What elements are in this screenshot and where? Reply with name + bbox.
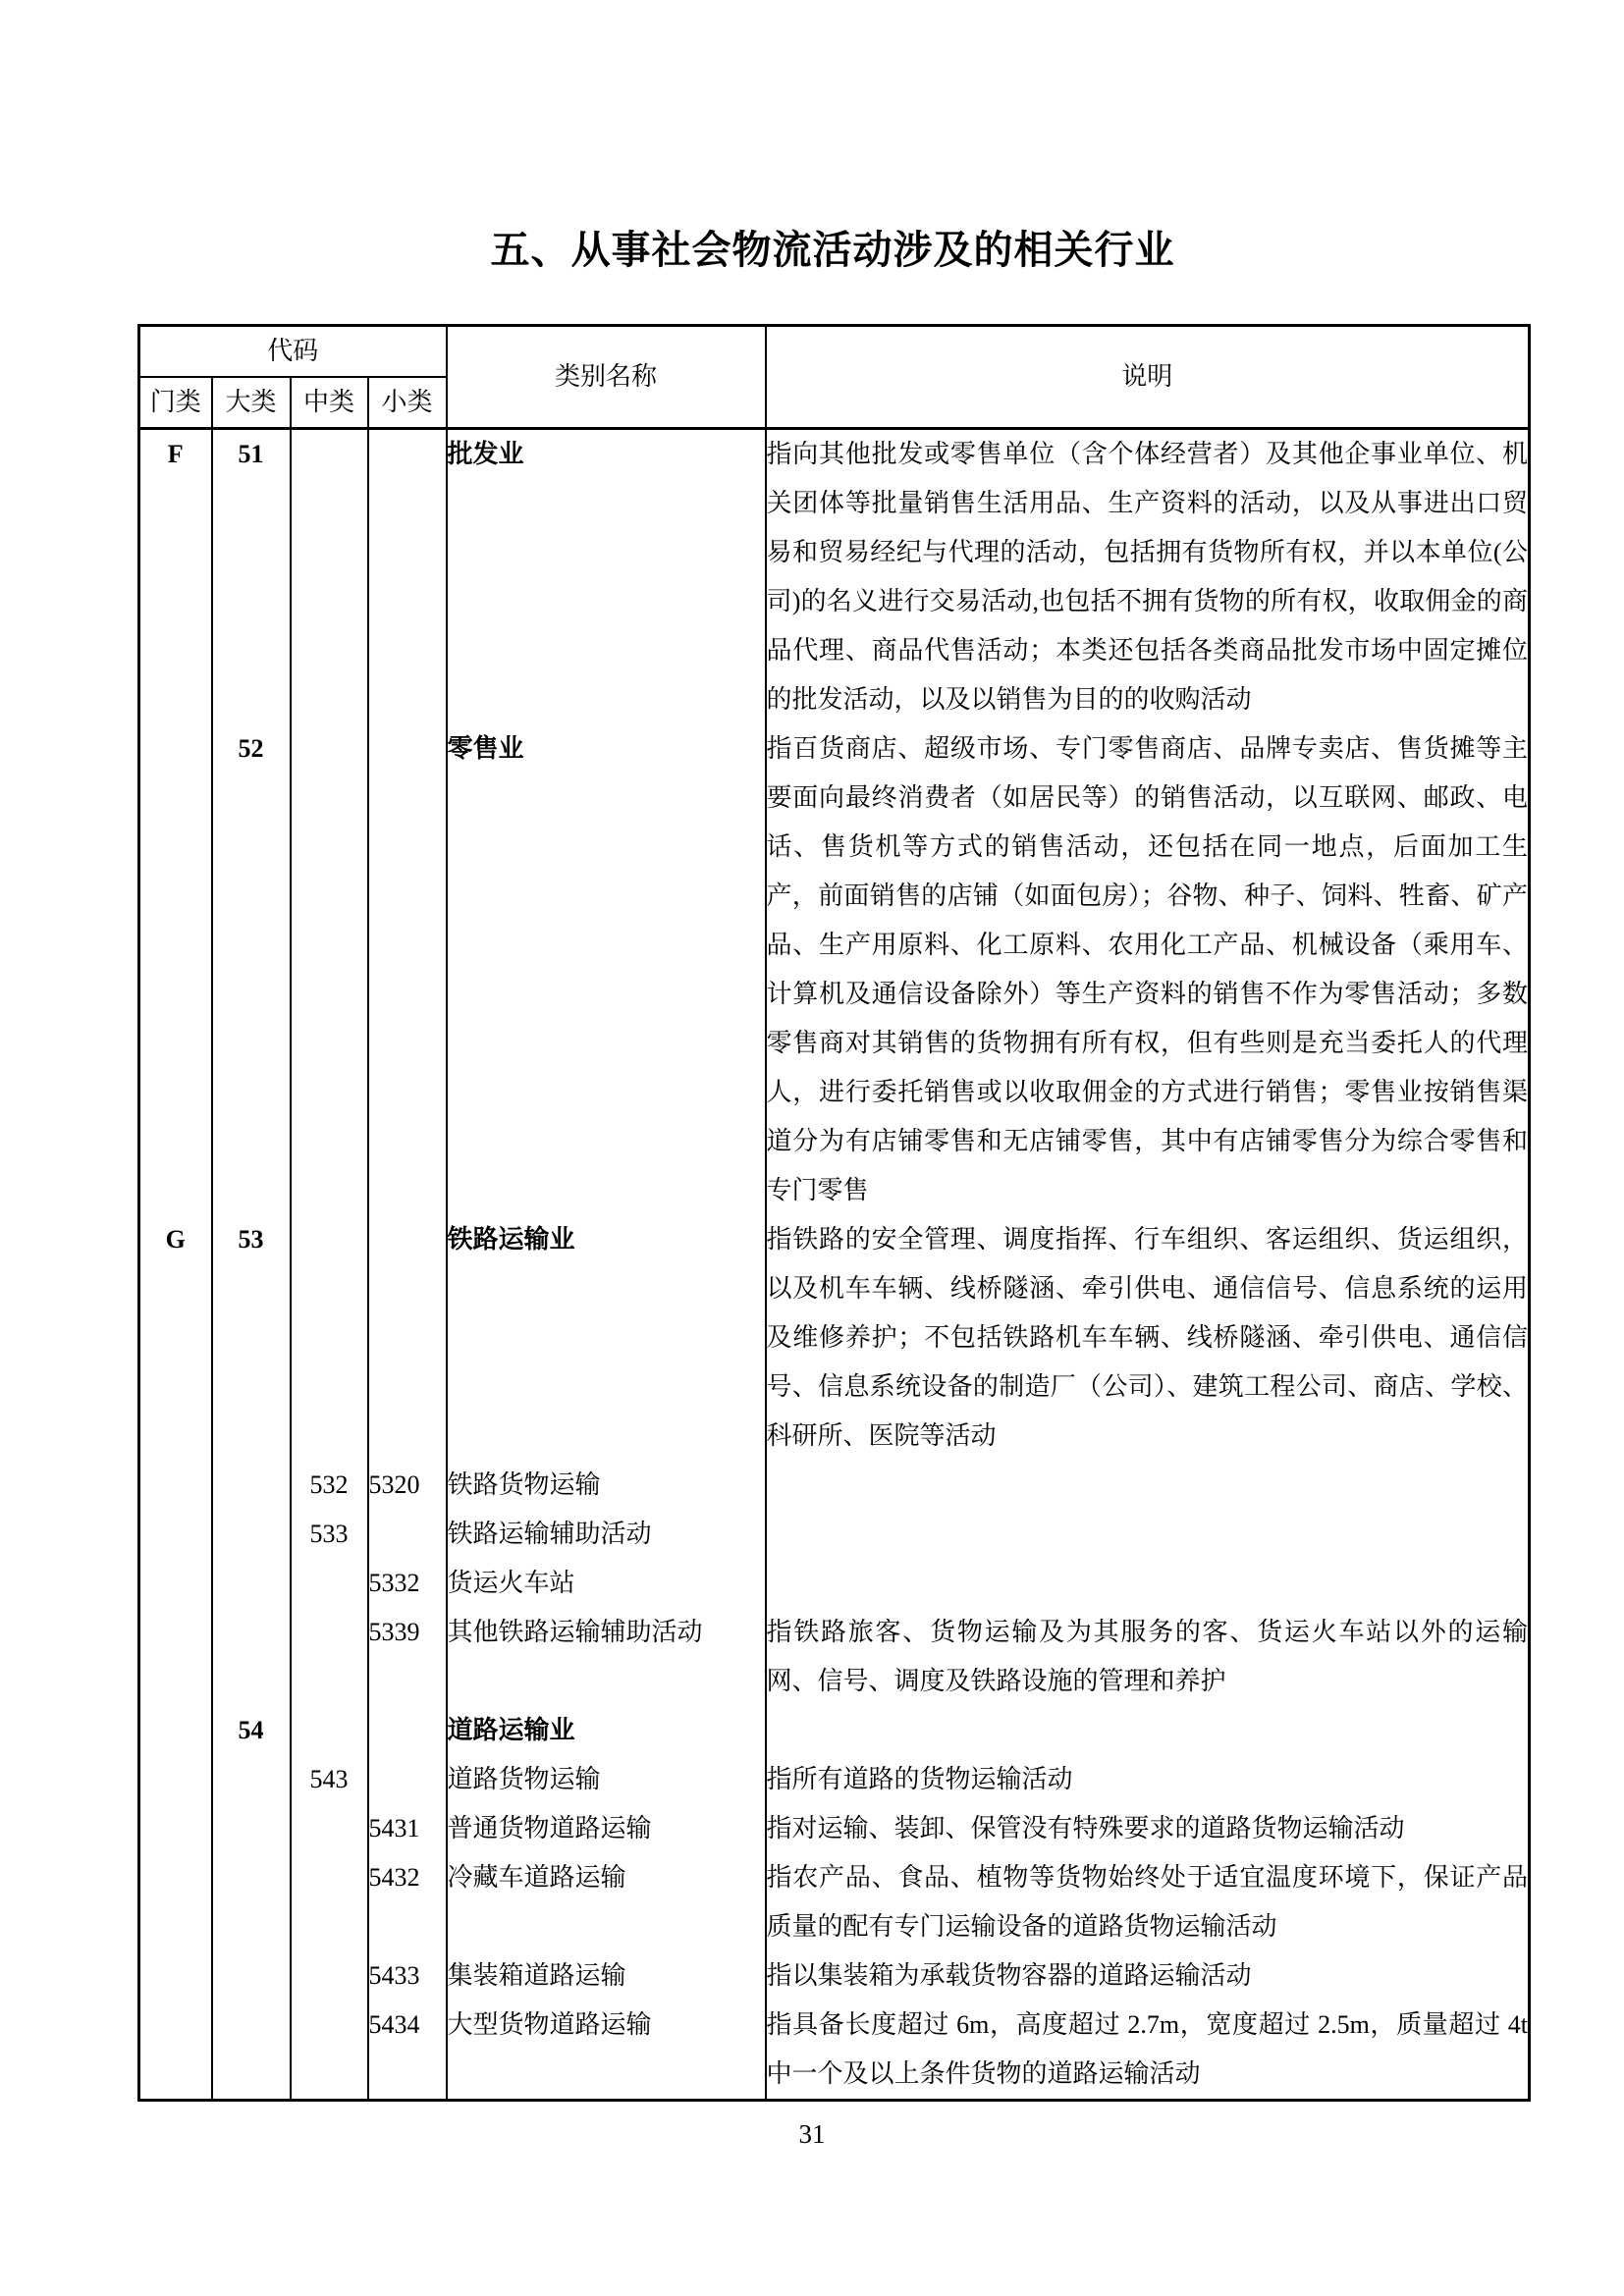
cell-description [766,1559,1530,1608]
cell-middle-code [291,1804,368,1853]
cell-section-code [139,1804,212,1853]
cell-category-name: 冷藏车道路运输 [447,1853,766,1951]
cell-category-name: 零售业 [447,724,766,1215]
cell-description: 指百货商店、超级市场、专门零售商店、品牌专卖店、售货摊等主要面向最终消费者（如居民等）的销售活动，以互联网、邮政、电话、售货机等方式的销售活动，还包括在同一地点，后面加工生产，前面销售的店铺（如面包房）；谷物、种子、饲料、牲畜、矿产品、生产用原料、化工原料、农用化工产品、机械设备（乘用车、计算机及通信设备除外）等生产资料的销售不作为零售活动；多数零售商对其销售的货物拥有所有权，但有些则是充当委托人的代理人，进行委托销售或以收取佣金的方式进行销售；零售业按销售渠道分为有店铺零售和无店铺零售，其中有店铺零售分为综合零售和专门零售 [766,724,1530,1215]
cell-section-code [139,1510,212,1559]
cell-major-code: 53 [212,1215,291,1461]
cell-section-code [139,1706,212,1755]
cell-description [766,1510,1530,1559]
page-title: 五、从事社会物流活动涉及的相关行业 [490,229,1175,272]
cell-description [766,1706,1530,1755]
table-row [139,429,1530,725]
table-row [139,1853,1530,1951]
cell-minor-code [368,724,447,1215]
cell-middle-code [291,2001,368,2101]
header-class-major: 大类 [212,377,291,429]
cell-category-name: 集装箱道路运输 [447,1951,766,2001]
cell-section-code [139,1608,212,1706]
cell-description: 指农产品、食品、植物等货物始终处于适宜温度环境下，保证产品质量的配有专门运输设备的道路货物运输活动 [766,1853,1530,1951]
header-description: 说明 [766,326,1530,429]
cell-minor-code [368,429,447,725]
cell-major-code [212,1559,291,1608]
cell-category-name: 铁路货物运输 [447,1461,766,1510]
header-class-middle: 中类 [291,377,368,429]
cell-middle-code [291,1706,368,1755]
header-class-minor: 小类 [368,377,447,429]
cell-description: 指具备长度超过 6m，高度超过 2.7m，宽度超过 2.5m，质量超过 4t 中一个及以上条件货物的道路运输活动 [766,2001,1530,2101]
cell-minor-code [368,1510,447,1559]
cell-category-name: 普通货物道路运输 [447,1804,766,1853]
table-row [139,1951,1530,2001]
cell-minor-code: 5339 [368,1608,447,1706]
cell-description: 指对运输、装卸、保管没有特殊要求的道路货物运输活动 [766,1804,1530,1853]
header-category-name: 类别名称 [447,326,766,429]
cell-category-name: 大型货物道路运输 [447,2001,766,2101]
cell-description [766,1461,1530,1510]
cell-minor-code: 5332 [368,1559,447,1608]
cell-section-code [139,1951,212,2001]
cell-major-code [212,2001,291,2101]
industry-classification-table [137,324,1531,2102]
cell-section-code: F [139,429,212,725]
cell-major-code [212,1853,291,1951]
cell-major-code [212,1461,291,1510]
cell-minor-code: 5433 [368,1951,447,2001]
cell-minor-code: 5431 [368,1804,447,1853]
cell-section-code [139,1853,212,1951]
table-row [139,1461,1530,1510]
cell-major-code: 51 [212,429,291,725]
cell-middle-code [291,1853,368,1951]
cell-category-name: 铁路运输辅助活动 [447,1510,766,1559]
cell-middle-code [291,429,368,725]
cell-section-code [139,1559,212,1608]
cell-major-code: 54 [212,1706,291,1755]
cell-description: 指所有道路的货物运输活动 [766,1755,1530,1804]
table-row [139,2001,1530,2101]
table-row [139,1804,1530,1853]
cell-description: 指以集装箱为承载货物容器的道路运输活动 [766,1951,1530,2001]
cell-section-code [139,1755,212,1804]
cell-category-name: 道路货物运输 [447,1755,766,1804]
table-row [139,1215,1530,1461]
cell-major-code: 52 [212,724,291,1215]
table-row [139,1510,1530,1559]
cell-minor-code [368,1215,447,1461]
table-header [139,326,1530,429]
cell-middle-code: 532 [291,1461,368,1510]
cell-middle-code [291,1951,368,2001]
cell-category-name: 批发业 [447,429,766,725]
cell-middle-code [291,724,368,1215]
table-row [139,1706,1530,1755]
cell-category-name: 道路运输业 [447,1706,766,1755]
cell-major-code [212,1608,291,1706]
table-body [139,429,1530,2101]
cell-major-code [212,1951,291,2001]
cell-middle-code [291,1559,368,1608]
cell-category-name: 铁路运输业 [447,1215,766,1461]
cell-section-code [139,1461,212,1510]
cell-middle-code: 533 [291,1510,368,1559]
header-code-group: 代码 [139,326,447,378]
cell-minor-code [368,1755,447,1804]
table-row [139,1608,1530,1706]
cell-middle-code: 543 [291,1755,368,1804]
cell-description: 指铁路旅客、货物运输及为其服务的客、货运火车站以外的运输网、信号、调度及铁路设施的管理和养护 [766,1608,1530,1706]
cell-minor-code: 5432 [368,1853,447,1951]
cell-middle-code [291,1608,368,1706]
table-row [139,724,1530,1215]
cell-description: 指向其他批发或零售单位（含个体经营者）及其他企事业单位、机关团体等批量销售生活用品、生产资料的活动，以及从事进出口贸易和贸易经纪与代理的活动，包括拥有货物所有权，并以本单位(公司)的名义进行交易活动,也包括不拥有货物的所有权，收取佣金的商品代理、商品代售活动；本类还包括各类商品批发市场中固定摊位的批发活动，以及以销售为目的的收购活动 [766,429,1530,725]
cell-minor-code: 5320 [368,1461,447,1510]
cell-middle-code [291,1215,368,1461]
header-class-section: 门类 [139,377,212,429]
page-number: 31 [798,2119,826,2149]
cell-major-code [212,1755,291,1804]
cell-major-code [212,1510,291,1559]
table-row [139,1559,1530,1608]
cell-section-code [139,724,212,1215]
cell-minor-code [368,1706,447,1755]
cell-category-name: 其他铁路运输辅助活动 [447,1608,766,1706]
cell-minor-code: 5434 [368,2001,447,2101]
cell-section-code [139,2001,212,2101]
cell-category-name: 货运火车站 [447,1559,766,1608]
table-row [139,1755,1530,1804]
cell-major-code [212,1804,291,1853]
cell-description: 指铁路的安全管理、调度指挥、行车组织、客运组织、货运组织，以及机车车辆、线桥隧涵、牵引供电、通信信号、信息系统的运用及维修养护；不包括铁路机车车辆、线桥隧涵、牵引供电、通信信号、信息系统设备的制造厂（公司）、建筑工程公司、商店、学校、科研所、医院等活动 [766,1215,1530,1461]
cell-section-code: G [139,1215,212,1461]
